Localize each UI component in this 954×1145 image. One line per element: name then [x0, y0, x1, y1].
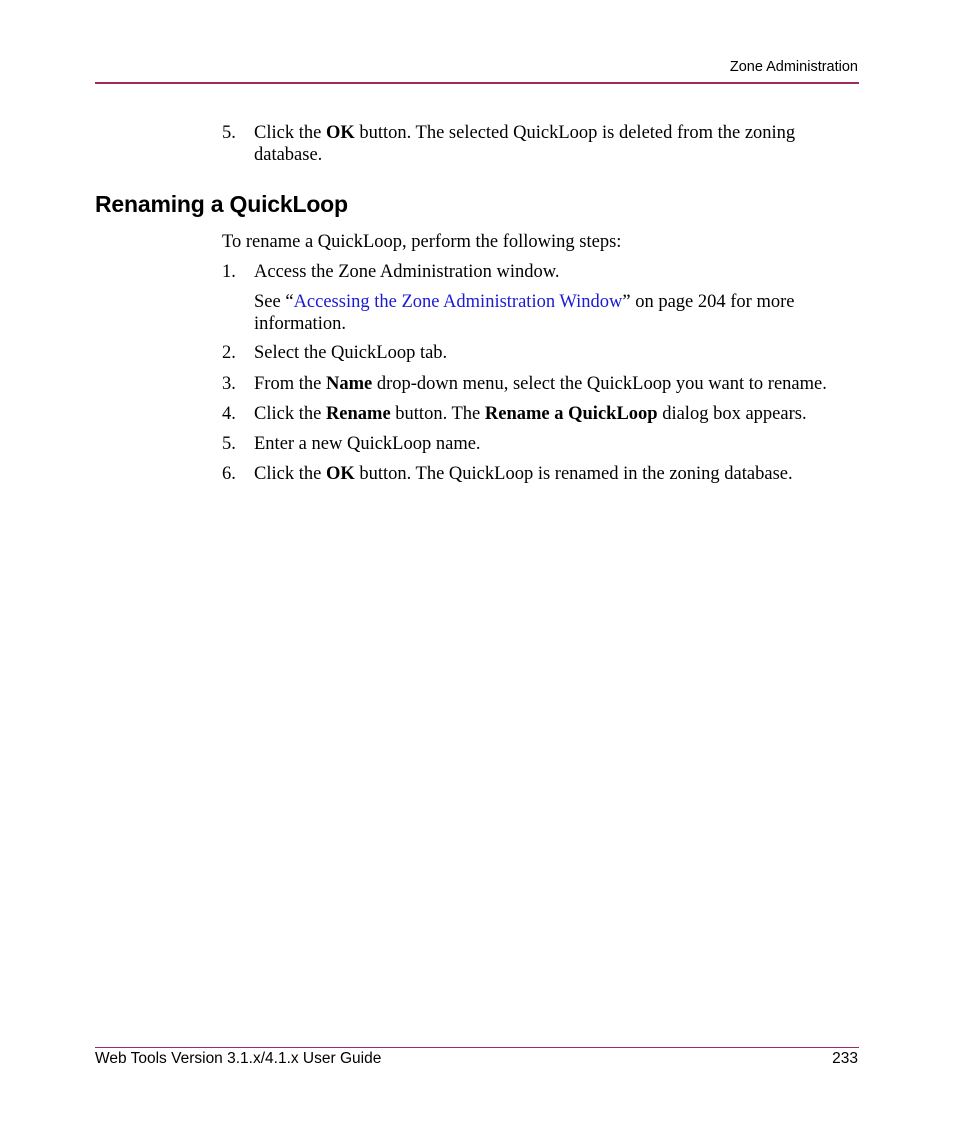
- step-number: 3.: [222, 374, 236, 394]
- running-header: Zone Administration: [729, 59, 858, 75]
- ok-term: OK: [325, 464, 355, 484]
- step-number: 1.: [222, 262, 236, 282]
- step-number: 2.: [222, 343, 236, 363]
- footer-doc-title: Web Tools Version 3.1.x/4.1.x User Guide: [95, 1050, 382, 1067]
- step-text: Enter a new QuickLoop name.: [254, 434, 481, 454]
- step-text: Click the OK button. The selected QuickLoop is deleted from the zoning database.: [254, 123, 796, 165]
- page-number: 233: [832, 1050, 858, 1067]
- rename-term: Rename: [325, 404, 391, 424]
- step-text: Click the OK button. The QuickLoop is renamed in the zoning database.: [254, 464, 793, 484]
- step-number: 5.: [222, 123, 236, 143]
- step-text: Select the QuickLoop tab.: [254, 343, 448, 363]
- name-term: Name: [325, 374, 373, 394]
- step-number: 4.: [222, 404, 236, 424]
- header-rule: [95, 82, 859, 84]
- footer-rule: [95, 1047, 859, 1048]
- dialog-term: Rename a QuickLoop: [484, 404, 658, 424]
- section-heading: Renaming a QuickLoop: [95, 191, 348, 217]
- step-text: Access the Zone Administration window.: [254, 262, 560, 282]
- ok-term: OK: [325, 123, 355, 143]
- step-number: 6.: [222, 464, 236, 484]
- step-text: Click the Rename button. The Rename a QuickLoop dialog box appears.: [254, 404, 807, 424]
- step-number: 5.: [222, 434, 236, 454]
- step-text: From the Name drop-down menu, select the QuickLoop you want to rename.: [254, 374, 827, 394]
- section-intro: To rename a QuickLoop, perform the following steps:: [222, 232, 622, 252]
- cross-reference-note: See “Accessing the Zone Administration Window” on page 204 for more information.: [254, 292, 795, 334]
- cross-reference-link[interactable]: Accessing the Zone Administration Window: [293, 292, 623, 312]
